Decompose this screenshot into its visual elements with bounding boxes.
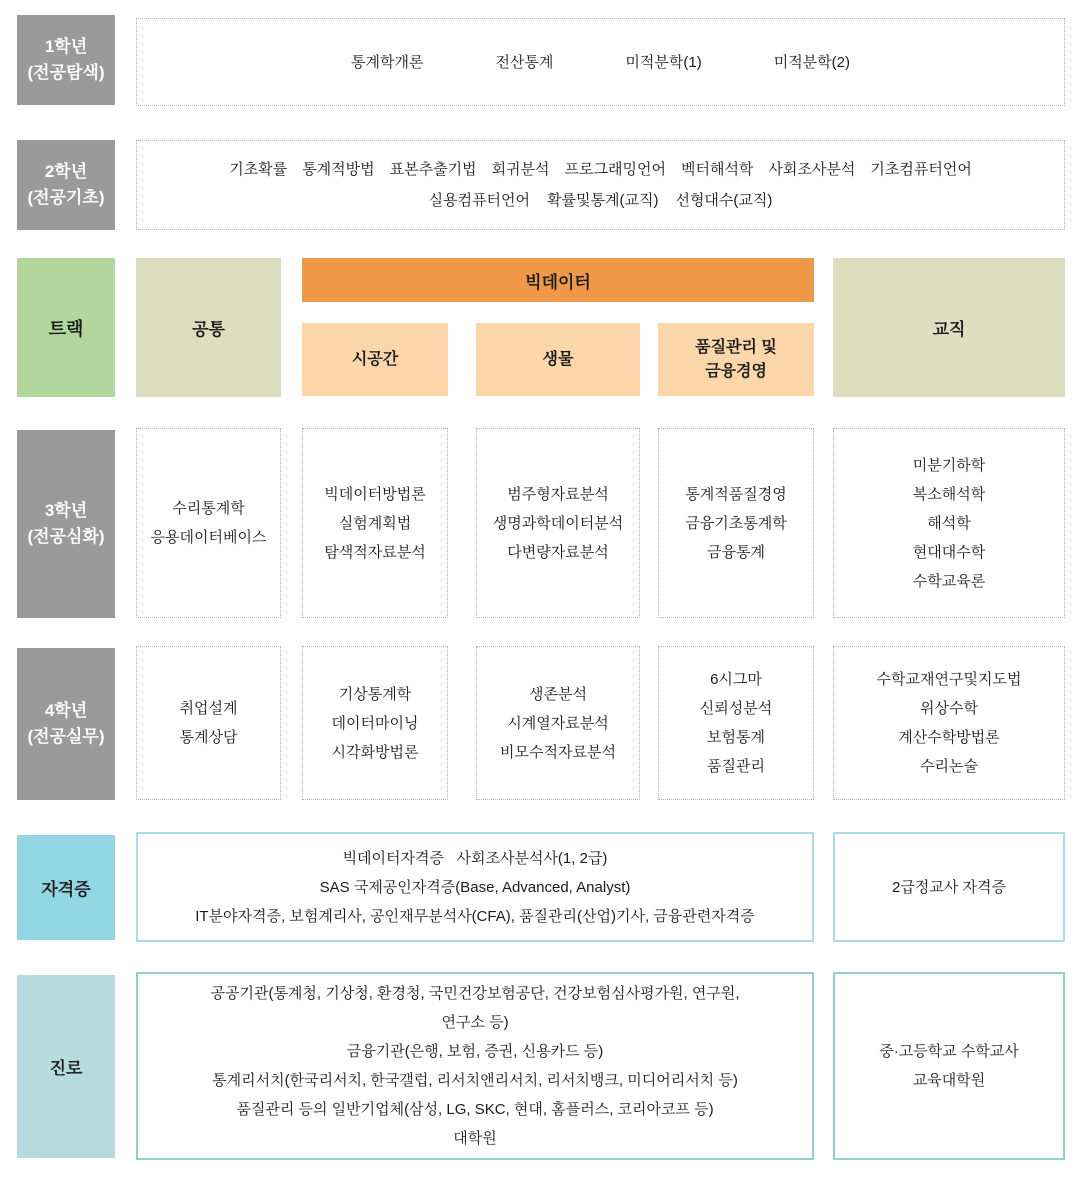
year3-spatial-box (302, 428, 448, 618)
course-item: 확률및통계(교직) (547, 192, 659, 209)
track-quality-line2: 금융경영 (705, 362, 767, 380)
year4-quality-box (658, 646, 814, 800)
year3-bio-box (476, 428, 640, 618)
course-item: 수학교육론 (912, 572, 986, 590)
track-common-text: 공통 (192, 320, 225, 339)
year4-common-box (136, 646, 281, 800)
course-item: 수리통계학 (172, 500, 245, 517)
year3-label (17, 430, 115, 618)
course-item: 응용데이터베이스 (150, 529, 267, 546)
career-line: 품질관리 등의 일반기업체(삼성, LG, SKC, 현대, 홈플러스, 코리아코프 등) (236, 1101, 714, 1118)
course-item: 생명과학데이터분석 (492, 514, 624, 532)
track-teaching-box (833, 258, 1065, 397)
career-line: 공공기관(통계청, 기상청, 환경청, 국민건강보험공단, 건강보험심사평가원, 연구원, (210, 985, 740, 1002)
career-teaching-line: 교육대학원 (912, 1072, 986, 1089)
course-item: 미분기하학 (912, 456, 986, 474)
track-quality-box (658, 323, 814, 396)
year2-label (17, 140, 115, 230)
cert-main-box (136, 832, 814, 942)
year3-label-line2: (전공심화) (27, 527, 105, 546)
year3-common-box (136, 428, 281, 618)
course-item: 탐색적자료분석 (324, 543, 426, 561)
course-item: 비모수적자료분석 (500, 743, 616, 761)
career-teaching-box (833, 972, 1065, 1160)
year3-teaching-box (833, 428, 1065, 618)
year2-label-line2: (전공기초) (27, 188, 105, 207)
career-line: 통계리서치(한국리서치, 한국갤럽, 리서치앤리서치, 리서치뱅크, 미디어리서치 등) (212, 1072, 738, 1089)
year2-course-list-line1 (229, 154, 972, 185)
track-bio-box (476, 323, 640, 396)
year4-label-line2: (전공실무) (27, 727, 105, 746)
course-item: 현대대수학 (912, 543, 986, 561)
course-item: 미적분학(2) (773, 53, 850, 71)
course-item: 사회조사분석 (768, 161, 856, 178)
course-item: 시계열자료분석 (507, 714, 609, 732)
course-item: 벡터해석학 (680, 161, 754, 178)
course-item: 수리논술 (920, 758, 978, 775)
course-item: 금융기초통계학 (685, 514, 787, 532)
year4-bio-box (476, 646, 640, 800)
course-item: 빅데이터방법론 (324, 485, 426, 503)
year4-label-line1: 4학년 (44, 701, 88, 720)
course-item: 해석학 (927, 514, 971, 532)
year2-label-line1: 2학년 (44, 162, 88, 181)
career-label (17, 975, 115, 1158)
cert-label (17, 835, 115, 940)
course-item: 통계적품질경영 (685, 485, 787, 503)
course-item: 품질관리 (707, 758, 765, 775)
course-item: 생존분석 (529, 685, 587, 703)
course-item: 계산수학방법론 (898, 729, 1000, 746)
track-teaching-text: 교직 (932, 320, 966, 339)
course-item: 금융통계 (707, 543, 765, 561)
course-item: 범주형자료분석 (507, 485, 609, 503)
course-item: 보험통계 (707, 729, 765, 746)
course-item: 전산통계 (495, 53, 554, 71)
year1-label-line1: 1학년 (44, 37, 88, 56)
track-spatial-box (302, 323, 448, 396)
track-label-text: 트랙 (48, 318, 84, 339)
year3-label-line1: 3학년 (44, 501, 88, 520)
year4-label (17, 648, 115, 800)
year4-spatial-box (302, 646, 448, 800)
cert-line: IT분야자격증, 보험계리사, 공인재무분석사(CFA), 품질관리(산업)기사, 금융관련자격증 (195, 907, 755, 925)
course-item: 선형대수(교직) (675, 192, 773, 209)
cert-teaching-box (833, 832, 1065, 942)
year1-course-list (351, 47, 850, 78)
course-item: 회귀분석 (491, 161, 550, 178)
course-item: 기상통계학 (338, 685, 412, 703)
course-item: 취업설계 (179, 700, 238, 717)
track-quality-line1: 품질관리 및 (695, 338, 777, 356)
career-line: 금융기관(은행, 보험, 증권, 신용카드 등) (346, 1043, 604, 1060)
cert-line: 빅데이터자격증 사회조사분석사(1, 2급) (342, 849, 608, 867)
course-item: 위상수학 (920, 700, 978, 717)
course-item: 시각화방법론 (331, 743, 419, 761)
year2-course-list-line2 (429, 185, 773, 216)
course-item: 프로그래밍언어 (564, 161, 666, 178)
course-item: 통계학개론 (350, 53, 424, 71)
year1-label-line2: (전공탐색) (27, 63, 105, 82)
course-item: 신뢰성분석 (699, 700, 773, 717)
course-item: 다변량자료분석 (507, 543, 609, 561)
track-bigdata-text: 빅데이터 (525, 272, 591, 292)
course-item: 복소해석학 (912, 485, 986, 503)
career-line: 대학원 (453, 1130, 497, 1147)
track-common-box (136, 258, 281, 397)
course-item: 수학교재연구및지도법 (876, 671, 1022, 688)
career-main-box (136, 972, 814, 1160)
year3-quality-box (658, 428, 814, 618)
course-item: 기초확률 (229, 161, 288, 178)
track-label (17, 258, 115, 397)
cert-label-text: 자격증 (41, 880, 91, 899)
course-item: 실험계획법 (338, 514, 412, 532)
year2-courses-box (136, 140, 1065, 230)
track-bigdata-band (302, 258, 814, 302)
course-item: 표본추출기법 (389, 161, 477, 178)
cert-teaching-text: 2급정교사 자격증 (892, 878, 1006, 896)
track-bio-text: 생물 (542, 350, 574, 368)
course-item: 통계상담 (179, 729, 238, 746)
career-teaching-line: 중·고등학교 수학교사 (879, 1043, 1019, 1060)
year1-courses-box (136, 18, 1065, 106)
course-item: 실용컴퓨터언어 (428, 192, 531, 209)
course-item: 통계적방법 (302, 161, 375, 178)
career-line: 연구소 등) (441, 1014, 509, 1031)
year1-label (17, 15, 115, 105)
course-item: 기초컴퓨터언어 (870, 161, 972, 178)
course-item: 6시그마 (710, 671, 762, 688)
course-item: 미적분학(1) (625, 53, 702, 71)
track-spatial-text: 시공간 (351, 350, 399, 368)
year4-teaching-box (833, 646, 1065, 800)
career-label-text: 진로 (49, 1059, 83, 1078)
cert-line: SAS 국제공인자격증(Base, Advanced, Analyst) (319, 878, 631, 896)
course-item: 데이터마이닝 (331, 714, 419, 732)
